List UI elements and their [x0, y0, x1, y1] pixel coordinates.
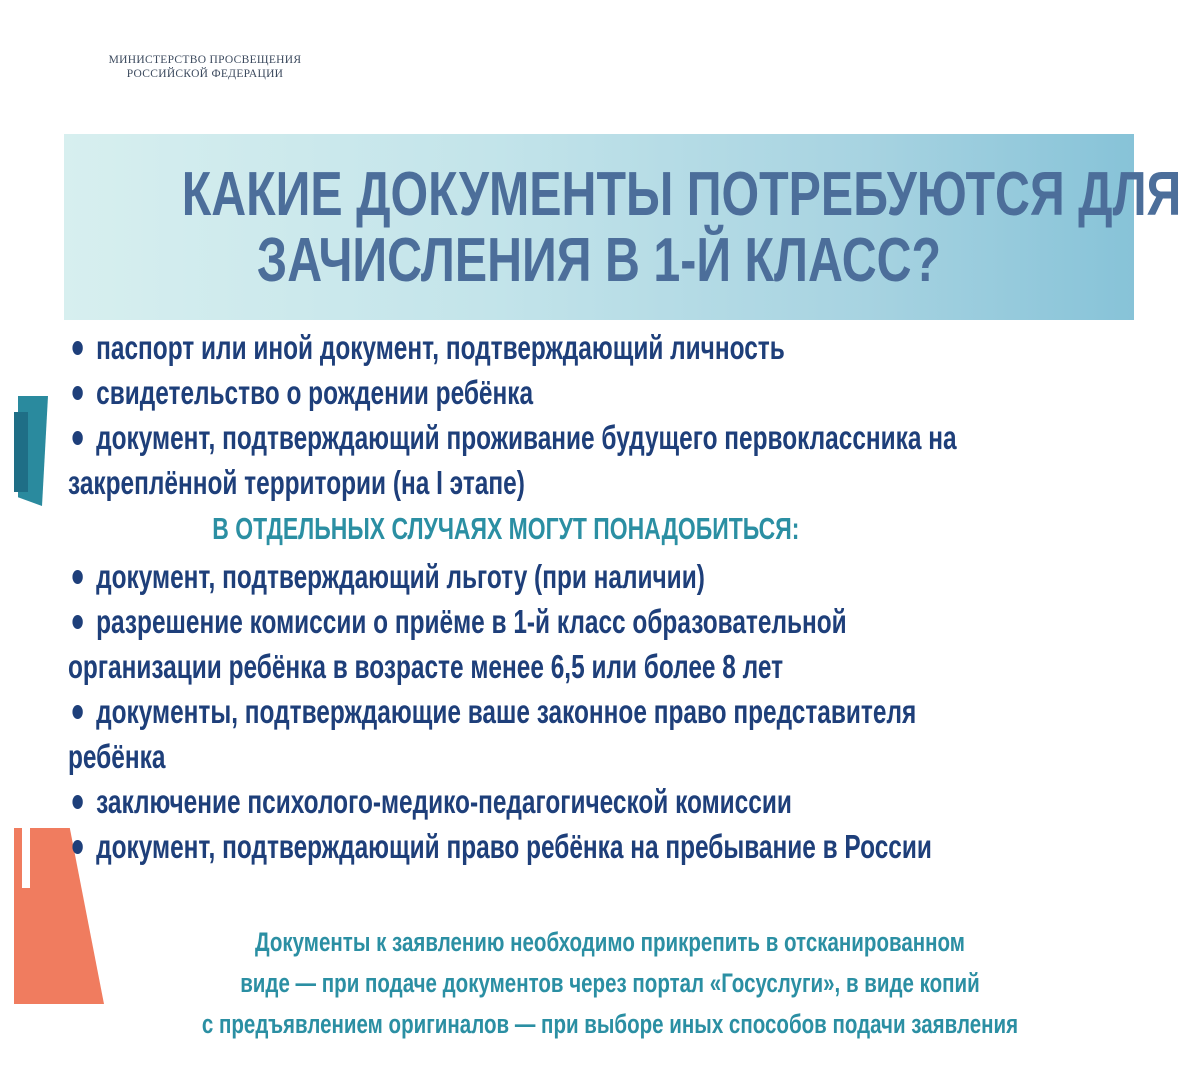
list-item: заключение психолого-медико-педагогической комиссии — [68, 779, 1134, 824]
ministry-logo-text — [70, 53, 340, 81]
list-item-continuation: ребёнка — [68, 738, 166, 775]
list-item: свидетельство о рождении ребёнка — [68, 370, 1134, 415]
decorative-notebook-stripe — [22, 828, 30, 888]
list-item: документ, подтверждающий право ребёнка на пребывание в России — [68, 824, 1134, 869]
ministry-line-1: МИНИСТЕРСТВО ПРОСВЕЩЕНИЯ — [108, 54, 302, 66]
list-item-continuation: закреплённой территории (на I этапе) — [68, 464, 525, 501]
list-item: паспорт или иной документ, подтверждающий личность — [68, 325, 1134, 370]
title-line-1: КАКИЕ ДОКУМЕНТЫ ПОТРЕБУЮТСЯ ДЛЯ — [181, 160, 1182, 229]
footer-line-2: виде — при подаче документов через портал «Госуслуги», в виде копий — [240, 968, 980, 998]
bullet-icon — [72, 570, 82, 584]
page-title — [181, 160, 1182, 295]
bullet-icon — [72, 386, 82, 400]
list-item: документы, подтверждающие ваше законное право представителя — [68, 689, 1134, 734]
list-item-continuation: организации ребёнка в возрасте менее 6,5 или более 8 лет — [68, 648, 784, 685]
section-subheading: В ОТДЕЛЬНЫХ СЛУЧАЯХ МОГУТ ПОНАДОБИТЬСЯ: — [212, 511, 800, 546]
footer-line-3: с предъявлением оригиналов — при выборе иных способов подачи заявления — [201, 1009, 1019, 1039]
ministry-line-2: РОССИЙСКОЙ ФЕДЕРАЦИИ — [126, 68, 284, 80]
bullet-icon — [72, 840, 82, 854]
footer-note — [40, 922, 1180, 1045]
list-item: разрешение комиссии о приёме в 1-й класс образовательной — [68, 599, 1134, 644]
document-list — [68, 325, 1148, 869]
title-banner — [64, 134, 1182, 320]
decorative-book-spine — [14, 412, 28, 492]
bullet-icon — [72, 705, 82, 719]
title-line-2: ЗАЧИСЛЕНИЯ В 1-Й КЛАСС? — [256, 226, 942, 295]
bullet-icon — [72, 431, 82, 445]
bullet-icon — [72, 795, 82, 809]
bullet-icon — [72, 341, 82, 355]
list-item: документ, подтверждающий проживание будущего первоклассника на — [68, 415, 1134, 460]
bullet-icon — [72, 615, 82, 629]
list-item: документ, подтверждающий льготу (при наличии) — [68, 554, 1134, 599]
footer-line-1: Документы к заявлению необходимо прикрепить в отсканированном — [254, 927, 965, 957]
